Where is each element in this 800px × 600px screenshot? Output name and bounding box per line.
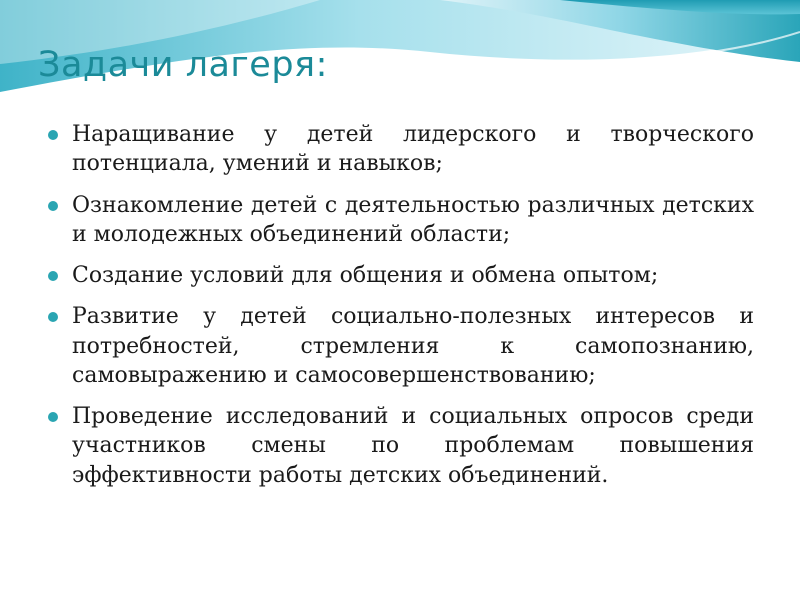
slide-title: Задачи лагеря: (38, 45, 328, 85)
bullet-text: Ознакомление детей с деятельностью различных детских и молодежных объединений области; (72, 192, 754, 247)
bullet-dot-icon (48, 201, 58, 211)
bullet-dot-icon (48, 271, 58, 281)
bullet-text: Проведение исследований и социальных опросов среди участников смены по проблемам повышения эффективности работы детских объединений. (72, 404, 754, 488)
bullet-item (48, 302, 754, 390)
bullet-item (48, 191, 754, 250)
bullet-dot-icon (48, 130, 58, 140)
bullet-text: Наращивание у детей лидерского и творческого потенциала, умений и навыков; (72, 122, 754, 177)
bullet-item (48, 261, 754, 290)
bullet-item (48, 120, 754, 179)
bullet-dot-icon (48, 412, 58, 422)
bullet-list (48, 120, 754, 502)
bullet-text: Развитие у детей социально-полезных интересов и потребностей, стремления к самопознанию, самовыражению и самосовершенствованию; (72, 304, 754, 388)
bullet-dot-icon (48, 312, 58, 322)
bullet-text: Создание условий для общения и обмена опытом; (72, 263, 659, 288)
bullet-item (48, 402, 754, 490)
